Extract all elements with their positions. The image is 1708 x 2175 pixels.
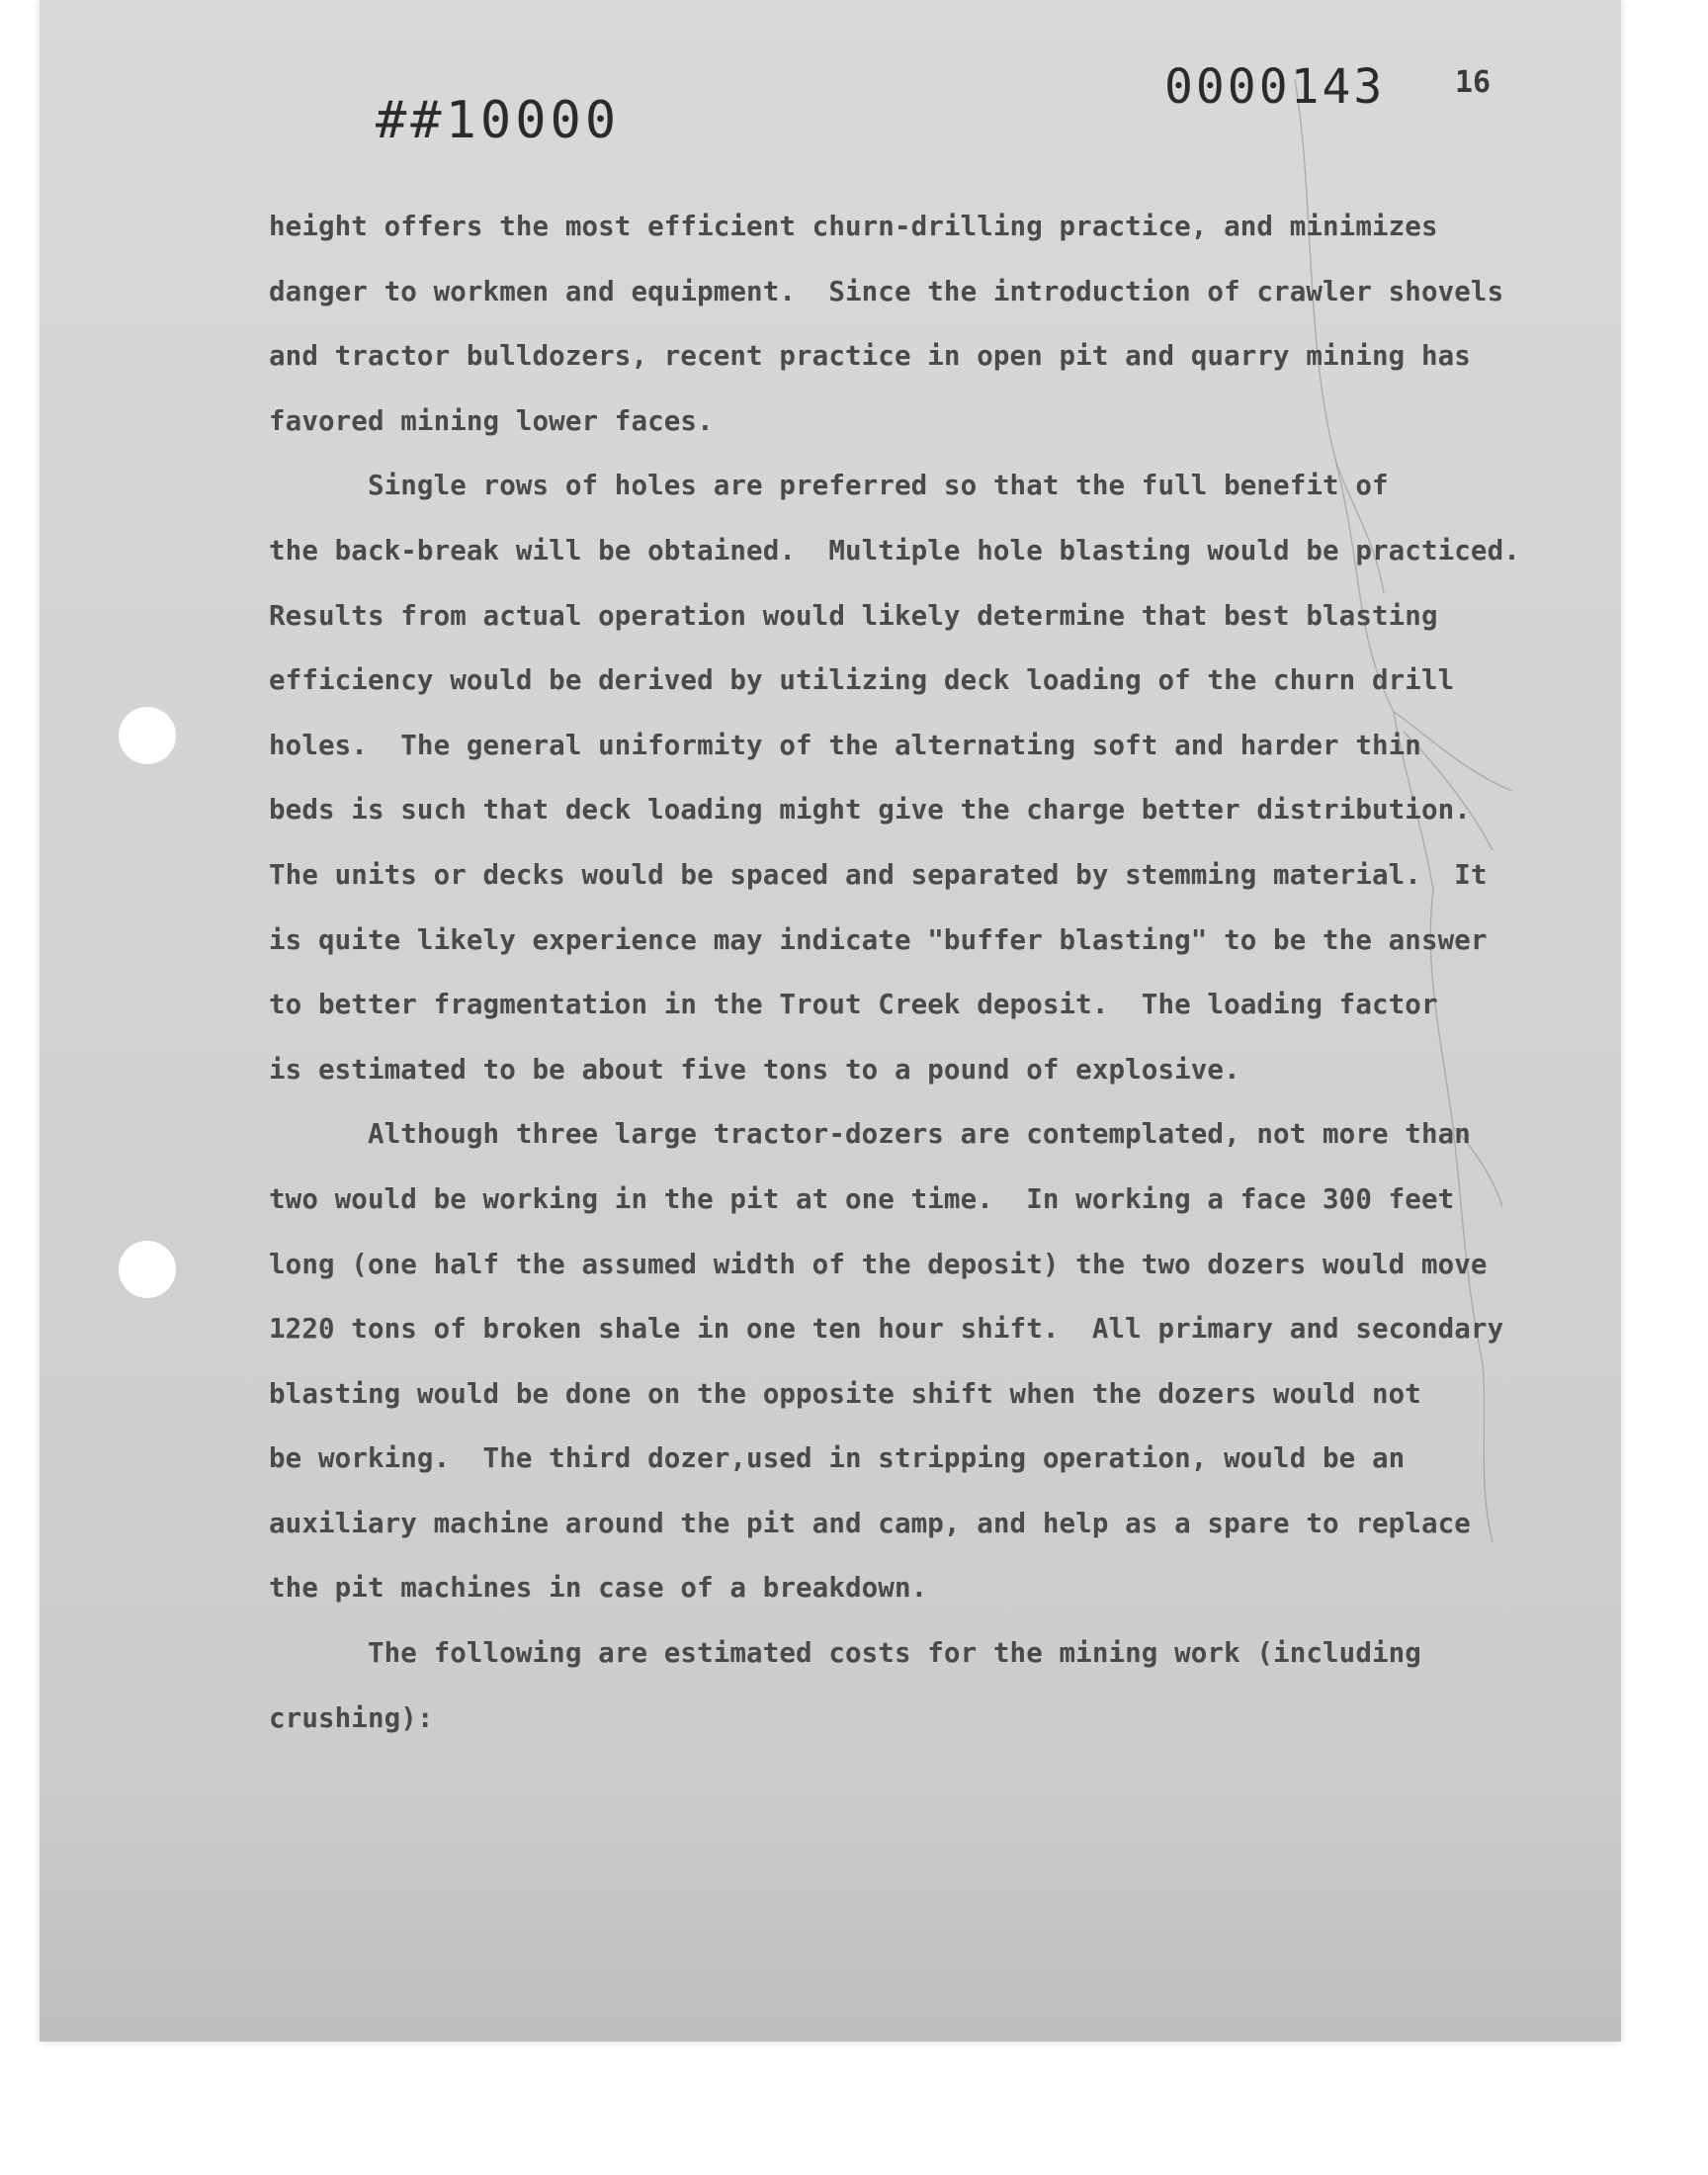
text-line: the back-break will be obtained. Multiple hole blasting would be practiced. [269,534,1520,566]
document-id-stamp: ##10000 [376,91,621,150]
text-line: to better fragmentation in the Trout Creek deposit. The loading factor [269,989,1438,1021]
text-line: Results from actual operation would likely determine that best blasting [269,599,1438,632]
text-line: blasting would be done on the opposite shift when the dozers would not [269,1377,1421,1410]
text-line: The units or decks would be spaced and separated by stemming material. It [269,858,1488,891]
text-line: 1220 tons of broken shale in one ten hour shift. All primary and secondary [269,1313,1504,1346]
document-page [40,0,1621,2042]
text-line: beds is such that deck loading might give the charge better distribution. [269,794,1471,826]
text-line: long (one half the assumed width of the deposit) the two dozers would move [269,1248,1488,1280]
text-line: Although three large tractor-dozers are contemplated, not more than [269,1118,1471,1151]
text-line: the pit machines in case of a breakdown. [269,1572,928,1605]
text-line: holes. The general uniformity of the alternating soft and harder thin [269,729,1421,761]
typed-body-text [269,195,1544,1751]
text-line: auxiliary machine around the pit and camp, and help as a spare to replace [269,1507,1471,1539]
bates-number: 0000143 [1164,59,1386,115]
page-number: 16 [1455,65,1492,100]
text-line: efficiency would be derived by utilizing deck loading of the churn drill [269,664,1455,697]
text-line: danger to workmen and equipment. Since the introduction of crawler shovels [269,275,1504,307]
text-line: two would be working in the pit at one time. In working a face 300 feet [269,1182,1455,1215]
text-line: crushing): [269,1701,434,1734]
text-line: The following are estimated costs for the mining work (including [269,1637,1421,1670]
binder-hole-bottom [119,1241,176,1298]
text-line: be working. The third dozer,used in stripping operation, would be an [269,1442,1406,1475]
text-line: Single rows of holes are preferred so that the full benefit of [269,470,1389,502]
text-line: is estimated to be about five tons to a pound of explosive. [269,1053,1240,1086]
text-line: height offers the most efficient churn-drilling practice, and minimizes [269,211,1438,242]
text-line: is quite likely experience may indicate "buffer blasting" to be the answer [269,923,1488,956]
text-line: favored mining lower faces. [269,404,714,437]
text-line: and tractor bulldozers, recent practice in open pit and quarry mining has [269,340,1471,373]
binder-hole-top [119,707,176,764]
